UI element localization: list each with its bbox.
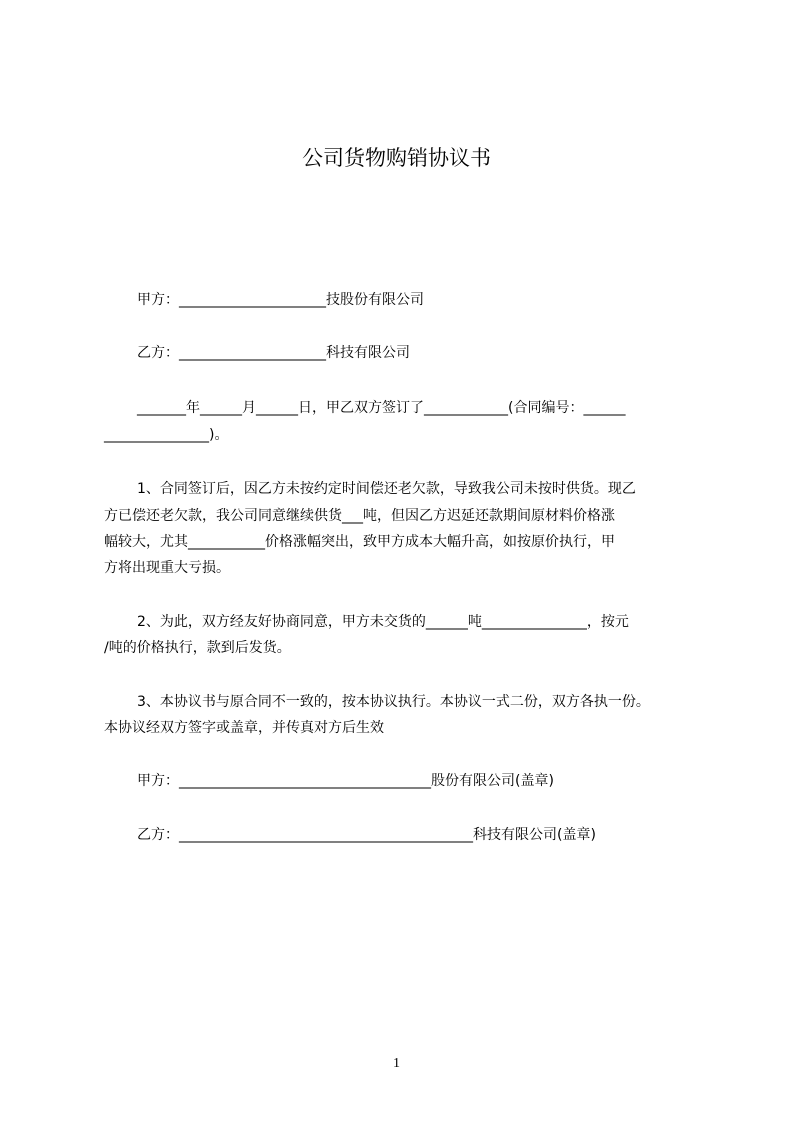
date-line-1: _______年______月______日，甲乙双方签订了____________(合同编号：______ — [137, 400, 626, 416]
clause-2-line-1: 2、为此，双方经友好协商同意，甲方未交货的______吨_______________，按元 — [137, 614, 629, 630]
clause-3-line-1: 3、本协议书与原合同不一致的，按本协议执行。本协议一式二份，双方各执一份。 — [137, 694, 650, 710]
document-title: 公司货物购销协议书 — [302, 146, 491, 170]
clause-1-line-1: 1、合同签订后，因乙方未按约定时间偿还老欠款，导致我公司未按时供货。现乙 — [137, 481, 636, 497]
signature-party-b-line: 乙方：__________________________________________科技有限公司(盖章) — [137, 827, 596, 843]
page-number: 1 — [393, 1056, 400, 1071]
clause-2-line-2: /吨的价格执行，款到后发货。 — [104, 640, 291, 656]
clause-1-line-3: 幅较大，尤其___________价格涨幅突出，致甲方成本大幅升高，如按原价执行，甲 — [104, 534, 615, 550]
party-b-line: 乙方：_____________________科技有限公司 — [137, 345, 410, 361]
clause-1-line-2: 方已偿还老欠款，我公司同意继续供货___吨，但因乙方迟延还款期间原材料价格涨 — [104, 508, 615, 524]
clause-1-line-4: 方将出现重大亏损。 — [104, 560, 230, 576]
date-line-2: _______________)。 — [104, 427, 229, 443]
clause-3-line-2: 本协议经双方签字或盖章，并传真对方后生效 — [104, 720, 384, 736]
signature-party-a-line: 甲方：____________________________________股份有限公司(盖章) — [137, 773, 554, 789]
party-a-line: 甲方：_____________________技股份有限公司 — [137, 292, 424, 308]
